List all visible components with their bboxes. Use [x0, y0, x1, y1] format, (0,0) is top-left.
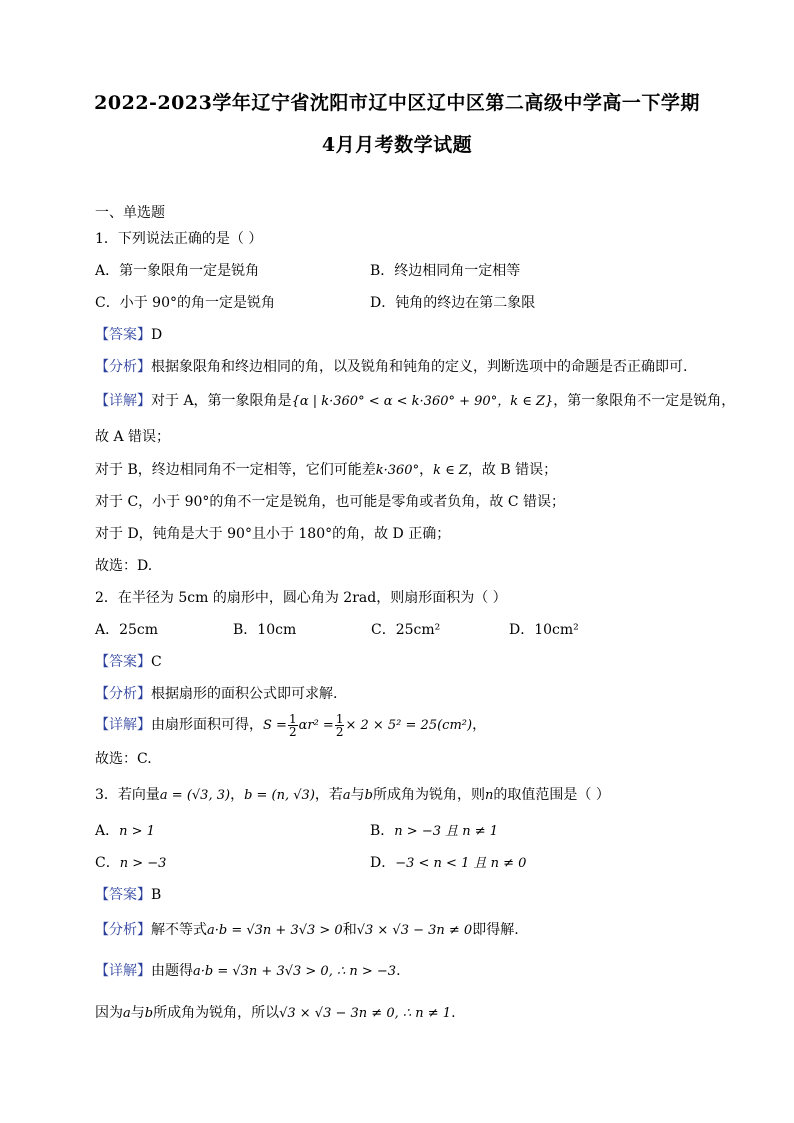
- q2-fraction-2: [335, 713, 345, 738]
- q1-detail-line-3-formula: k·360°: [375, 463, 420, 478]
- q3-detail-end: .: [396, 963, 401, 979]
- q3-option-b-formula: n > −3 且 n ≠ 1: [394, 824, 499, 839]
- q1-option-a: A．第一象限角一定是锐角: [95, 263, 260, 279]
- q3-vector-a: a = (√3, 3): [159, 788, 231, 803]
- q3-last-vector-a: a: [123, 1006, 131, 1021]
- q2-conclusion: 故选：C.: [95, 751, 152, 767]
- q1-answer: [95, 326, 162, 344]
- q2-option-a: A．25cm: [95, 622, 159, 638]
- q3-option-a-label: A．: [95, 823, 120, 839]
- q2-detail-end: ，: [472, 717, 487, 733]
- q2-analysis: [95, 685, 337, 703]
- q3-option-d-label: D．: [370, 855, 396, 871]
- q1-detail-text-end: ，第一象限角不一定是锐角，: [553, 393, 736, 409]
- detail-label: 【详解】: [95, 717, 151, 733]
- q1-option-b: B．终边相同角一定相等: [370, 263, 521, 279]
- q3-vector-b: b = (n, √3): [244, 788, 315, 803]
- q1-answer-value: D: [151, 327, 163, 343]
- q3-last-vector-b: b: [144, 1006, 154, 1021]
- q1-detail-line-3-sep: ，: [419, 462, 434, 478]
- detail-label: 【详解】: [95, 963, 151, 979]
- fraction-numerator: 1: [335, 711, 344, 726]
- q3-option-d-formula: −3 < n < 1 且 n ≠ 0: [395, 856, 527, 871]
- analysis-label: 【分析】: [95, 359, 151, 375]
- q1-analysis-text: 根据象限角和终边相同的角，以及锐角和钝角的定义，判断选项中的命题是否正确即可.: [151, 359, 688, 375]
- q3-analysis-formula-2: √3 × √3 − 3n ≠ 0: [356, 923, 473, 938]
- q3-detail-formula: a·b = √3n + 3√3 > 0, ∴ n > −3: [193, 964, 397, 979]
- q2-answer: [95, 653, 162, 671]
- q1-detail-line-3-formula-2: k ∈ Z: [433, 463, 468, 478]
- q3-stem-mid: ，若: [314, 787, 343, 803]
- q3-analysis-formula-1: a·b = √3n + 3√3 > 0: [207, 923, 343, 938]
- q2-option-c: C．25cm²: [371, 622, 441, 638]
- answer-label: 【答案】: [95, 327, 151, 343]
- fraction-denominator: 2: [288, 724, 297, 739]
- detail-label: 【详解】: [95, 393, 151, 409]
- q3-stem-sep: ，: [230, 787, 245, 803]
- q3-variable-n: n: [485, 788, 494, 803]
- answer-label: 【答案】: [95, 654, 151, 670]
- q1-detail-line-5: 对于 D，钝角是大于 90°且小于 180°的角，故 D 正确；: [95, 526, 451, 542]
- analysis-label: 【分析】: [95, 686, 151, 702]
- q3-vector-b-ref: b: [364, 788, 373, 803]
- q3-last-formula: √3 × √3 − 3n ≠ 0, ∴ n ≠ 1: [279, 1006, 452, 1021]
- q3-last-text: 因为: [95, 1005, 123, 1021]
- section-heading: 一、单选题: [95, 205, 165, 221]
- q3-option-c-label: C．: [95, 855, 120, 871]
- q2-analysis-text: 根据扇形的面积公式即可求解.: [151, 686, 338, 702]
- q3-stem-text: 3．若向量: [95, 787, 160, 803]
- q3-last-mid: 所成角为锐角，所以: [153, 1005, 280, 1021]
- q1-detail-text: 对于 A，第一象限角是: [151, 393, 292, 409]
- q1-detail-formula: {α | k·360° < α < k·360° + 90°，k ∈ Z}: [291, 394, 554, 409]
- q3-detail-text: 由题得: [151, 963, 193, 979]
- q3-vector-a-ref: a: [342, 788, 351, 803]
- q1-detail-line-4: 对于 C，小于 90°的角不一定是锐角，也可能是零角或者负角，故 C 错误；: [95, 494, 566, 510]
- q1-analysis: [95, 358, 687, 376]
- q3-option-c: [95, 854, 166, 873]
- q1-detail-line-3-text: 对于 B，终边相同角不一定相等，它们可能差: [95, 462, 376, 478]
- q3-option-b-label: B．: [370, 823, 395, 839]
- q1-conclusion: 故选：D.: [95, 558, 153, 574]
- q2-answer-value: C: [151, 654, 162, 670]
- q3-option-a-formula: n > 1: [119, 824, 155, 839]
- q2-detail-formula-c: × 2 × 5² = 25(cm²): [345, 718, 473, 733]
- q3-analysis: [95, 921, 519, 940]
- analysis-label: 【分析】: [95, 922, 151, 938]
- q3-last-end: .: [451, 1005, 456, 1021]
- q3-answer-value: B: [151, 887, 162, 903]
- q2-stem: 2．在半径为 5cm 的扇形中，圆心角为 2rad，则扇形面积为（ ）: [95, 590, 507, 606]
- q3-option-c-formula: n > −3: [119, 856, 167, 871]
- q3-option-b: [370, 822, 498, 841]
- q3-detail: [95, 962, 401, 981]
- title-line-1: 2022-2023学年辽宁省沈阳市辽中区辽中区第二高级中学高一下学期: [94, 92, 700, 114]
- q3-answer: [95, 886, 161, 904]
- title-line-2: 4月月考数学试题: [321, 134, 473, 156]
- q3-stem: [95, 786, 610, 805]
- q3-detail-line-2: [95, 1004, 456, 1023]
- q1-detail-line-2: 故 A 错误；: [95, 429, 171, 445]
- q3-option-a: [95, 822, 155, 841]
- q3-analysis-text: 解不等式: [151, 922, 207, 938]
- fraction-denominator: 2: [335, 724, 344, 739]
- q2-detail-formula-a: S =: [263, 718, 287, 733]
- q1-detail: [95, 392, 735, 411]
- q1-detail-line-3-end: ，故 B 错误；: [467, 462, 558, 478]
- q1-detail-line-3: [95, 461, 557, 480]
- fraction-numerator: 1: [288, 711, 297, 726]
- q3-stem-end: 的取值范围是（ ）: [493, 787, 610, 803]
- q1-stem: 1．下列说法正确的是（ ）: [95, 231, 263, 247]
- q3-stem-mid-2: 所成角为锐角，则: [373, 787, 485, 803]
- q3-stem-with: 与: [350, 787, 365, 803]
- q1-option-c: C．小于 90°的角一定是锐角: [95, 295, 275, 311]
- q2-option-b: B．10cm: [233, 622, 297, 638]
- q2-detail: [95, 712, 486, 739]
- q3-last-with: 与: [130, 1005, 145, 1021]
- q2-detail-formula-b: αr² =: [298, 718, 334, 733]
- q3-analysis-end: 即得解.: [472, 922, 519, 938]
- q2-detail-text: 由扇形面积可得，: [151, 717, 263, 733]
- q1-option-d: D．钝角的终边在第二象限: [370, 295, 536, 311]
- q3-option-d: [370, 854, 526, 873]
- answer-label: 【答案】: [95, 887, 151, 903]
- q3-analysis-mid: 和: [342, 922, 357, 938]
- q2-fraction-1: [288, 713, 298, 738]
- q2-option-d: D．10cm²: [509, 622, 579, 638]
